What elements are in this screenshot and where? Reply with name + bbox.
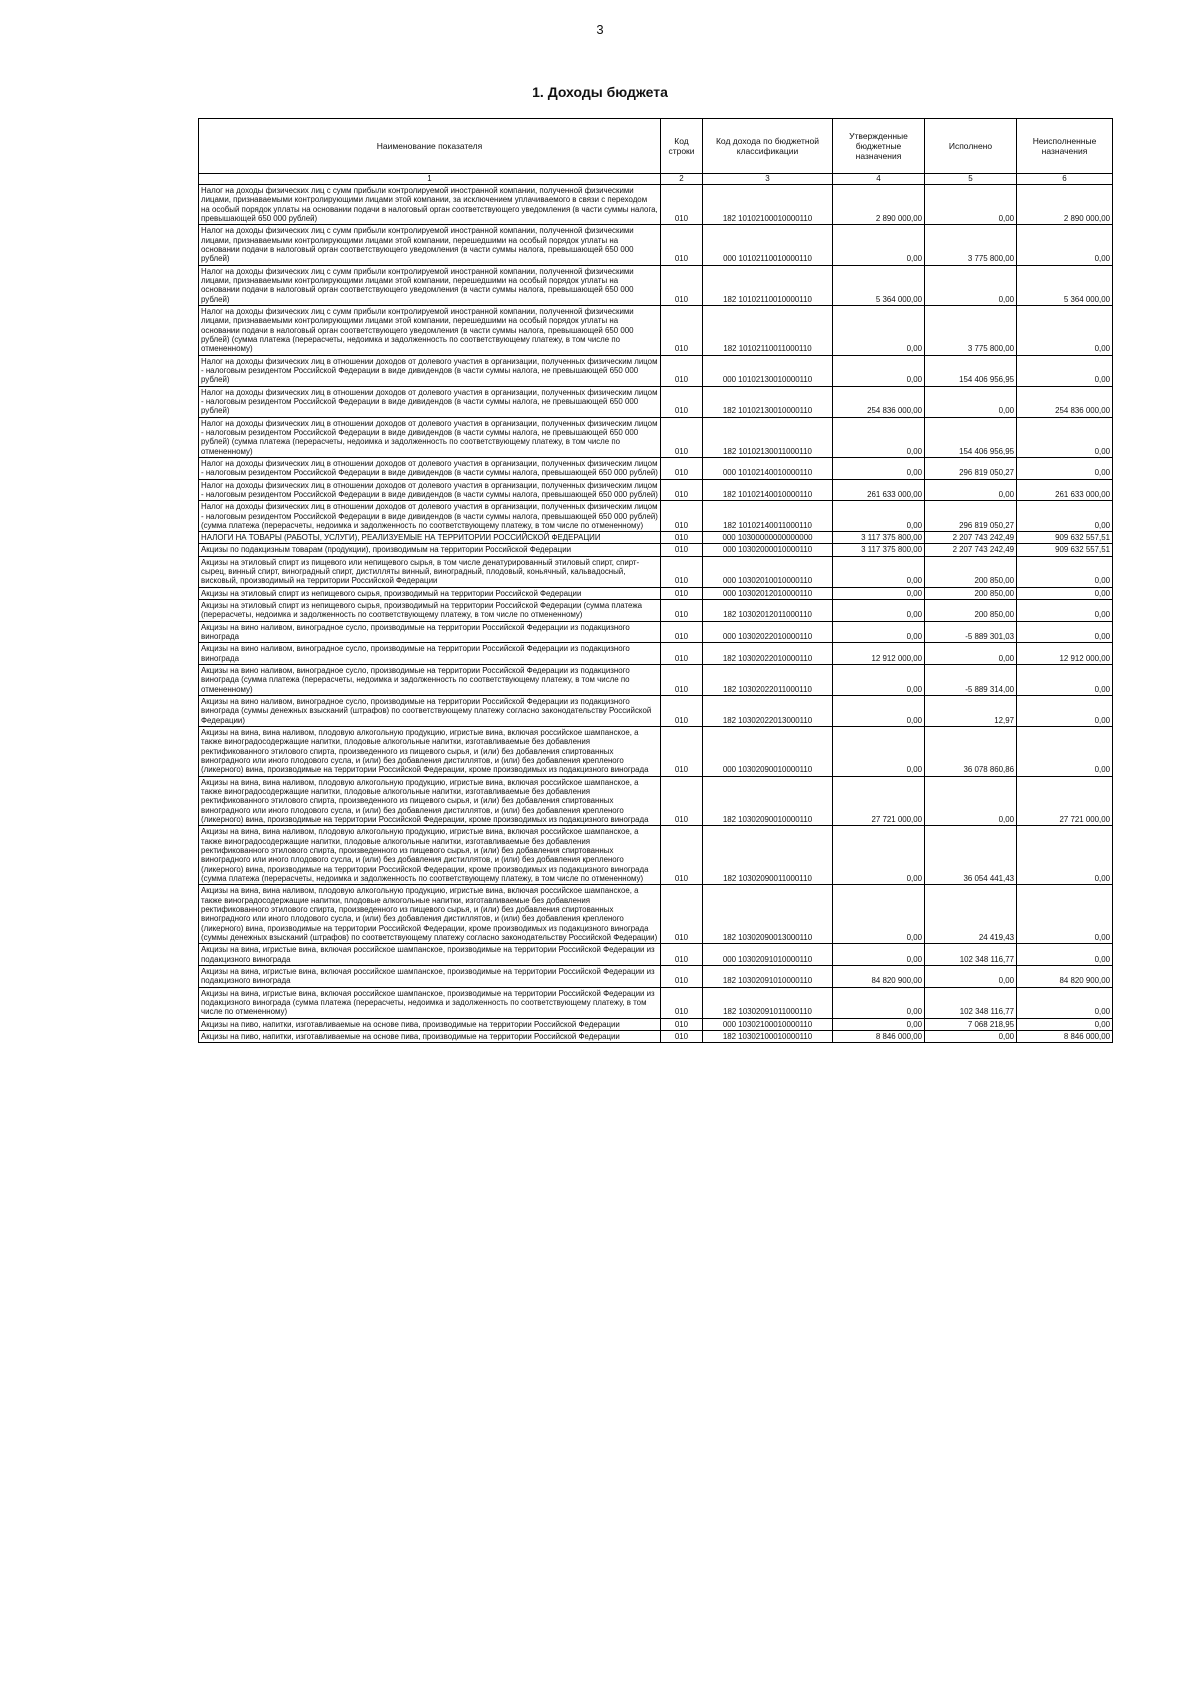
cell-income-code: 182 10102140011000110 (703, 501, 833, 532)
cell-indicator-name: Акцизы на этиловый спирт из пищевого или непищевого сырья, в том числе денатурированный этиловый спирт, спирт-сырец, винный спирт, виноградный спирт, дистилляты винный, виноградный, плодовый, коньячный, кальвадосный, висковый, производимый на территории Российской Федерации (199, 556, 661, 587)
cell-executed: 2 207 743 242,49 (925, 532, 1017, 544)
cell-approved: 0,00 (833, 225, 925, 265)
cell-income-code: 182 10302090011000110 (703, 826, 833, 885)
cell-approved: 12 912 000,00 (833, 643, 925, 665)
cell-income-code: 182 10302091011000110 (703, 987, 833, 1018)
table-row (199, 643, 1113, 665)
cell-indicator-name: Налог на доходы физических лиц в отношении доходов от долевого участия в организации, полученных физическим лицом - налоговым резидентом Российской Федерации в виде дивидендов (в части суммы налога, превышающей 650 000 рублей) (199, 479, 661, 501)
column-number: 4 (833, 174, 925, 185)
cell-income-code: 000 10102110010000110 (703, 225, 833, 265)
table-row (199, 944, 1113, 966)
cell-approved: 3 117 375 800,00 (833, 544, 925, 556)
cell-approved: 0,00 (833, 987, 925, 1018)
table-row (199, 665, 1113, 696)
cell-unexecuted: 0,00 (1017, 696, 1113, 727)
header-income-code: Код дохода по бюджетной классификации (703, 119, 833, 174)
cell-executed: 102 348 116,77 (925, 987, 1017, 1018)
table-row (199, 696, 1113, 727)
document-title: 1. Доходы бюджета (532, 84, 668, 100)
table-row (199, 587, 1113, 599)
cell-indicator-name: Налог на доходы физических лиц с сумм прибыли контролируемой иностранной компании, полученной физическими лицами, признаваемыми контролирующими лицами этой компании, перешедшими на особый порядок уплаты на основании подачи в налоговый орган соответствующего уведомления (в части суммы налога, превышающей 650 000 рублей) (сумма платежа (перерасчеты, недоимка и задолженность по соответствующему платежу, в том числе по отмененному) (199, 305, 661, 355)
cell-indicator-name: Налог на доходы физических лиц с сумм прибыли контролируемой иностранной компании, полученной физическими лицами, признаваемыми контролирующими лицами этой компании, перешедшими на особый порядок уплаты на основании подачи в налоговый орган соответствующего уведомления (в части суммы налога, превышающей 650 000 рублей) (199, 265, 661, 305)
cell-income-code: 182 10102100010000110 (703, 185, 833, 225)
cell-line-code: 010 (661, 643, 703, 665)
cell-approved: 0,00 (833, 1018, 925, 1030)
cell-unexecuted: 0,00 (1017, 501, 1113, 532)
cell-indicator-name: Акцизы на вина, игристые вина, включая российское шампанское, производимые на территории Российской Федерации из подакцизного винограда (199, 965, 661, 987)
cell-executed: 0,00 (925, 479, 1017, 501)
cell-line-code: 010 (661, 501, 703, 532)
cell-unexecuted: 0,00 (1017, 556, 1113, 587)
cell-unexecuted: 0,00 (1017, 944, 1113, 966)
cell-approved: 0,00 (833, 587, 925, 599)
cell-unexecuted: 0,00 (1017, 587, 1113, 599)
table-row (199, 885, 1113, 944)
cell-executed: 3 775 800,00 (925, 305, 1017, 355)
cell-income-code: 000 10302010010000110 (703, 556, 833, 587)
table-row (199, 544, 1113, 556)
cell-indicator-name: Акцизы на вина, вина наливом, плодовую алкогольную продукцию, игристые вина, включая российское шампанское, а также виноградосодержащие напитки, плодовые алкогольные напитки, изготавливаемые без добавления ректификованного этилового спирта, произведенного из пищевого сырья, и (или) без добавления спиртованных виноградного или иного плодового сусла, и (или) без добавления дистиллятов, и (или) без добавления крепленого (ликерного) вина, производимые на территории Российской Федерации, кроме производимых из подакцизного винограда (199, 727, 661, 777)
cell-unexecuted: 0,00 (1017, 600, 1113, 622)
column-number: 1 (199, 174, 661, 185)
cell-executed: 24 419,43 (925, 885, 1017, 944)
cell-approved: 3 117 375 800,00 (833, 532, 925, 544)
cell-indicator-name: Акцизы на пиво, напитки, изготавливаемые на основе пива, производимые на территории Российской Федерации (199, 1030, 661, 1042)
header-unexecuted: Неисполненные назначения (1017, 119, 1113, 174)
cell-executed: 0,00 (925, 776, 1017, 826)
cell-approved: 2 890 000,00 (833, 185, 925, 225)
table-row (199, 621, 1113, 643)
cell-indicator-name: Акцизы на вина, игристые вина, включая российское шампанское, производимые на территории Российской Федерации из подакцизного винограда (сумма платежа (перерасчеты, недоимка и задолженность по соответствующему платежу, в том числе по отмененному) (199, 987, 661, 1018)
cell-unexecuted: 12 912 000,00 (1017, 643, 1113, 665)
cell-executed: 12,97 (925, 696, 1017, 727)
cell-executed: 7 068 218,95 (925, 1018, 1017, 1030)
cell-indicator-name: Налог на доходы физических лиц в отношении доходов от долевого участия в организации, полученных физическим лицом - налоговым резидентом Российской Федерации в виде дивидендов (в части суммы налога, не превышающей 650 000 рублей) (сумма платежа (перерасчеты, недоимка и задолженность по соответствующему платежу, в том числе по отмененному) (199, 417, 661, 457)
budget-income-table (198, 118, 1113, 1043)
header-approved: Утвержденные бюджетные назначения (833, 119, 925, 174)
table-row (199, 1030, 1113, 1042)
cell-line-code: 010 (661, 544, 703, 556)
cell-unexecuted: 0,00 (1017, 417, 1113, 457)
cell-approved: 0,00 (833, 665, 925, 696)
cell-income-code: 182 10302090013000110 (703, 885, 833, 944)
cell-unexecuted: 0,00 (1017, 305, 1113, 355)
cell-line-code: 010 (661, 600, 703, 622)
cell-line-code: 010 (661, 665, 703, 696)
cell-approved: 254 836 000,00 (833, 386, 925, 417)
table-row (199, 727, 1113, 777)
column-number: 3 (703, 174, 833, 185)
cell-approved: 0,00 (833, 355, 925, 386)
cell-executed: 36 078 860,86 (925, 727, 1017, 777)
cell-income-code: 182 10302022011000110 (703, 665, 833, 696)
cell-approved: 0,00 (833, 826, 925, 885)
cell-indicator-name: Акцизы на вино наливом, виноградное сусло, производимые на территории Российской Федерации из подакцизного винограда (суммы денежных взысканий (штрафов) по соответствующему платежу согласно законодательству Российской Федерации) (199, 696, 661, 727)
cell-executed: 0,00 (925, 965, 1017, 987)
cell-unexecuted: 0,00 (1017, 885, 1113, 944)
cell-line-code: 010 (661, 185, 703, 225)
cell-income-code: 182 10102110010000110 (703, 265, 833, 305)
table-row (199, 386, 1113, 417)
cell-approved: 0,00 (833, 457, 925, 479)
table-row (199, 417, 1113, 457)
cell-approved: 0,00 (833, 501, 925, 532)
cell-indicator-name: Налог на доходы физических лиц в отношении доходов от долевого участия в организации, полученных физическим лицом - налоговым резидентом Российской Федерации в виде дивидендов (в части суммы налога, превышающей 650 000 рублей) (199, 457, 661, 479)
cell-income-code: 000 10302022010000110 (703, 621, 833, 643)
cell-income-code: 182 10102110011000110 (703, 305, 833, 355)
cell-unexecuted: 0,00 (1017, 826, 1113, 885)
cell-executed: 200 850,00 (925, 587, 1017, 599)
cell-line-code: 010 (661, 417, 703, 457)
cell-approved: 261 633 000,00 (833, 479, 925, 501)
cell-indicator-name: Налог на доходы физических лиц в отношении доходов от долевого участия в организации, полученных физическим лицом - налоговым резидентом Российской Федерации в виде дивидендов (в части суммы налога, не превышающей 650 000 рублей) (199, 386, 661, 417)
cell-executed: 200 850,00 (925, 600, 1017, 622)
cell-approved: 84 820 900,00 (833, 965, 925, 987)
table-row (199, 532, 1113, 544)
cell-unexecuted: 0,00 (1017, 457, 1113, 479)
cell-executed: 2 207 743 242,49 (925, 544, 1017, 556)
cell-income-code: 182 10102130011000110 (703, 417, 833, 457)
cell-indicator-name: Налог на доходы физических лиц с сумм прибыли контролируемой иностранной компании, полученной физическими лицами, признаваемыми контролирующими лицами этой компании, за исключением уплачиваемого в связи с переходом на особый порядок уплаты на основании подачи в налоговый орган соответствующего уведомления (в части суммы налога, превышающей 650 000 рублей) (199, 185, 661, 225)
cell-executed: -5 889 301,03 (925, 621, 1017, 643)
cell-unexecuted: 0,00 (1017, 665, 1113, 696)
cell-indicator-name: Акцизы на вино наливом, виноградное сусло, производимые на территории Российской Федерации из подакцизного винограда (199, 621, 661, 643)
cell-approved: 27 721 000,00 (833, 776, 925, 826)
cell-indicator-name: Налог на доходы физических лиц в отношении доходов от долевого участия в организации, полученных физическим лицом - налоговым резидентом Российской Федерации в виде дивидендов (в части суммы налога, не превышающей 650 000 рублей) (199, 355, 661, 386)
table-row (199, 501, 1113, 532)
table-row (199, 1018, 1113, 1030)
column-number: 2 (661, 174, 703, 185)
cell-unexecuted: 27 721 000,00 (1017, 776, 1113, 826)
table-row (199, 479, 1113, 501)
cell-executed: -5 889 314,00 (925, 665, 1017, 696)
cell-income-code: 000 10102130010000110 (703, 355, 833, 386)
cell-unexecuted: 0,00 (1017, 987, 1113, 1018)
cell-approved: 0,00 (833, 305, 925, 355)
cell-executed: 0,00 (925, 1030, 1017, 1042)
column-number: 5 (925, 174, 1017, 185)
table-row (199, 556, 1113, 587)
header-indicator-name: Наименование показателя (199, 119, 661, 174)
cell-income-code: 182 10302091010000110 (703, 965, 833, 987)
cell-indicator-name: Акцизы на вина, вина наливом, плодовую алкогольную продукцию, игристые вина, включая российское шампанское, а также виноградосодержащие напитки, плодовые алкогольные напитки, изготавливаемые без добавления ректификованного этилового спирта, произведенного из пищевого сырья, и (или) без добавления спиртованных виноградного или иного плодового сусла, и (или) без добавления дистиллятов, и (или) без добавления крепленого (ликерного) вина, производимые на территории Российской Федерации, кроме производимых из подакцизного винограда (суммы денежных взысканий (штрафов) по соответствующему платежу согласно законодательству Российской Федерации) (199, 885, 661, 944)
cell-executed: 200 850,00 (925, 556, 1017, 587)
cell-unexecuted: 0,00 (1017, 727, 1113, 777)
cell-approved: 5 364 000,00 (833, 265, 925, 305)
cell-line-code: 010 (661, 355, 703, 386)
table-row (199, 225, 1113, 265)
cell-approved: 0,00 (833, 696, 925, 727)
table-row (199, 185, 1113, 225)
cell-executed: 36 054 441,43 (925, 826, 1017, 885)
cell-income-code: 182 10302100010000110 (703, 1030, 833, 1042)
cell-line-code: 010 (661, 457, 703, 479)
cell-line-code: 010 (661, 696, 703, 727)
column-number: 6 (1017, 174, 1113, 185)
table-row (199, 305, 1113, 355)
cell-line-code: 010 (661, 987, 703, 1018)
table-row (199, 457, 1113, 479)
cell-line-code: 010 (661, 265, 703, 305)
cell-indicator-name: НАЛОГИ НА ТОВАРЫ (РАБОТЫ, УСЛУГИ), РЕАЛИЗУЕМЫЕ НА ТЕРРИТОРИИ РОССИЙСКОЙ ФЕДЕРАЦИИ (199, 532, 661, 544)
cell-executed: 296 819 050,27 (925, 501, 1017, 532)
cell-unexecuted: 84 820 900,00 (1017, 965, 1113, 987)
cell-income-code: 000 10300000000000000 (703, 532, 833, 544)
table-row (199, 826, 1113, 885)
header-line-code: Код строки (661, 119, 703, 174)
cell-indicator-name: Акцизы на вина, вина наливом, плодовую алкогольную продукцию, игристые вина, включая российское шампанское, а также виноградосодержащие напитки, плодовые алкогольные напитки, изготавливаемые без добавления ректификованного этилового спирта, произведенного из пищевого сырья, и (или) без добавления спиртованных виноградного или иного плодового сусла, и (или) без добавления дистиллятов, и (или) без добавления крепленого (ликерного) вина, производимые на территории Российской Федерации, кроме производимых из подакцизного винограда (сумма платежа (перерасчеты, недоимка и задолженность по соответствующему платежу, в том числе по отмененному) (199, 826, 661, 885)
cell-executed: 296 819 050,27 (925, 457, 1017, 479)
cell-line-code: 010 (661, 885, 703, 944)
table-row (199, 265, 1113, 305)
cell-unexecuted: 909 632 557,51 (1017, 544, 1113, 556)
cell-approved: 0,00 (833, 944, 925, 966)
cell-unexecuted: 909 632 557,51 (1017, 532, 1113, 544)
cell-line-code: 010 (661, 532, 703, 544)
cell-indicator-name: Акцизы на вина, игристые вина, включая российское шампанское, производимые на территории Российской Федерации из подакцизного винограда (199, 944, 661, 966)
cell-indicator-name: Акцизы на этиловый спирт из непищевого сырья, производимый на территории Российской Федерации (сумма платежа (перерасчеты, недоимка и задолженность по соответствующему платежу, в том числе по отмененному) (199, 600, 661, 622)
cell-executed: 0,00 (925, 265, 1017, 305)
cell-executed: 3 775 800,00 (925, 225, 1017, 265)
cell-approved: 0,00 (833, 417, 925, 457)
cell-line-code: 010 (661, 587, 703, 599)
cell-line-code: 010 (661, 225, 703, 265)
cell-unexecuted: 0,00 (1017, 225, 1113, 265)
cell-executed: 154 406 956,95 (925, 417, 1017, 457)
cell-line-code: 010 (661, 727, 703, 777)
table-row (199, 600, 1113, 622)
cell-line-code: 010 (661, 776, 703, 826)
cell-income-code: 000 10102140010000110 (703, 457, 833, 479)
cell-income-code: 182 10302012011000110 (703, 600, 833, 622)
cell-unexecuted: 8 846 000,00 (1017, 1030, 1113, 1042)
table-row (199, 987, 1113, 1018)
cell-line-code: 010 (661, 826, 703, 885)
cell-line-code: 010 (661, 1030, 703, 1042)
cell-indicator-name: Акцизы на вино наливом, виноградное сусло, производимые на территории Российской Федерации из подакцизного винограда (сумма платежа (перерасчеты, недоимка и задолженность по соответствующему платежу, в том числе по отмененному) (199, 665, 661, 696)
cell-income-code: 182 10102140010000110 (703, 479, 833, 501)
cell-indicator-name: Налог на доходы физических лиц с сумм прибыли контролируемой иностранной компании, полученной физическими лицами, признаваемыми контролирующими лицами этой компании, перешедшими на особый порядок уплаты на основании подачи в налоговый орган соответствующего уведомления (в части суммы налога, превышающей 650 000 рублей) (199, 225, 661, 265)
cell-approved: 0,00 (833, 621, 925, 643)
cell-line-code: 010 (661, 479, 703, 501)
table-row (199, 965, 1113, 987)
cell-income-code: 182 10302022010000110 (703, 643, 833, 665)
header-executed: Исполнено (925, 119, 1017, 174)
cell-income-code: 000 10302100010000110 (703, 1018, 833, 1030)
cell-unexecuted: 0,00 (1017, 1018, 1113, 1030)
cell-income-code: 000 10302012010000110 (703, 587, 833, 599)
cell-executed: 0,00 (925, 386, 1017, 417)
cell-income-code: 000 10302090010000110 (703, 727, 833, 777)
cell-line-code: 010 (661, 944, 703, 966)
cell-income-code: 000 10302091010000110 (703, 944, 833, 966)
cell-line-code: 010 (661, 556, 703, 587)
cell-indicator-name: Акцизы на пиво, напитки, изготавливаемые на основе пива, производимые на территории Российской Федерации (199, 1018, 661, 1030)
column-number-row (199, 174, 1113, 185)
cell-unexecuted: 0,00 (1017, 621, 1113, 643)
cell-line-code: 010 (661, 1018, 703, 1030)
cell-indicator-name: Акцизы по подакцизным товарам (продукции), производимым на территории Российской Федерации (199, 544, 661, 556)
cell-line-code: 010 (661, 621, 703, 643)
cell-unexecuted: 254 836 000,00 (1017, 386, 1113, 417)
table-row (199, 355, 1113, 386)
cell-unexecuted: 5 364 000,00 (1017, 265, 1113, 305)
cell-unexecuted: 0,00 (1017, 355, 1113, 386)
cell-executed: 154 406 956,95 (925, 355, 1017, 386)
cell-income-code: 182 10302090010000110 (703, 776, 833, 826)
page-number: 3 (596, 22, 604, 37)
cell-approved: 0,00 (833, 885, 925, 944)
cell-indicator-name: Акцизы на вина, вина наливом, плодовую алкогольную продукцию, игристые вина, включая российское шампанское, а также виноградосодержащие напитки, плодовые алкогольные напитки, изготавливаемые без добавления ректификованного этилового спирта, произведенного из пищевого сырья, и (или) без добавления спиртованных виноградного или иного плодового сусла, и (или) без добавления дистиллятов, и (или) без добавления крепленого (ликерного) вина, производимые на территории Российской Федерации, кроме производимых из подакцизного винограда (199, 776, 661, 826)
cell-executed: 0,00 (925, 643, 1017, 665)
cell-approved: 0,00 (833, 727, 925, 777)
cell-unexecuted: 2 890 000,00 (1017, 185, 1113, 225)
cell-line-code: 010 (661, 386, 703, 417)
cell-line-code: 010 (661, 965, 703, 987)
cell-income-code: 182 10102130010000110 (703, 386, 833, 417)
table-row (199, 776, 1113, 826)
table-header-row (199, 119, 1113, 174)
cell-executed: 102 348 116,77 (925, 944, 1017, 966)
cell-indicator-name: Акцизы на вино наливом, виноградное сусло, производимые на территории Российской Федерации из подакцизного винограда (199, 643, 661, 665)
cell-approved: 0,00 (833, 556, 925, 587)
cell-approved: 0,00 (833, 600, 925, 622)
cell-line-code: 010 (661, 305, 703, 355)
cell-income-code: 000 10302000010000110 (703, 544, 833, 556)
cell-approved: 8 846 000,00 (833, 1030, 925, 1042)
cell-executed: 0,00 (925, 185, 1017, 225)
cell-income-code: 182 10302022013000110 (703, 696, 833, 727)
cell-indicator-name: Акцизы на этиловый спирт из непищевого сырья, производимый на территории Российской Федерации (199, 587, 661, 599)
cell-indicator-name: Налог на доходы физических лиц в отношении доходов от долевого участия в организации, полученных физическим лицом - налоговым резидентом Российской Федерации в виде дивидендов (в части суммы налога, превышающей 650 000 рублей) (сумма платежа (перерасчеты, недоимка и задолженность по соответствующему платежу, в том числе по отмененному) (199, 501, 661, 532)
table-body (199, 185, 1113, 1043)
cell-unexecuted: 261 633 000,00 (1017, 479, 1113, 501)
